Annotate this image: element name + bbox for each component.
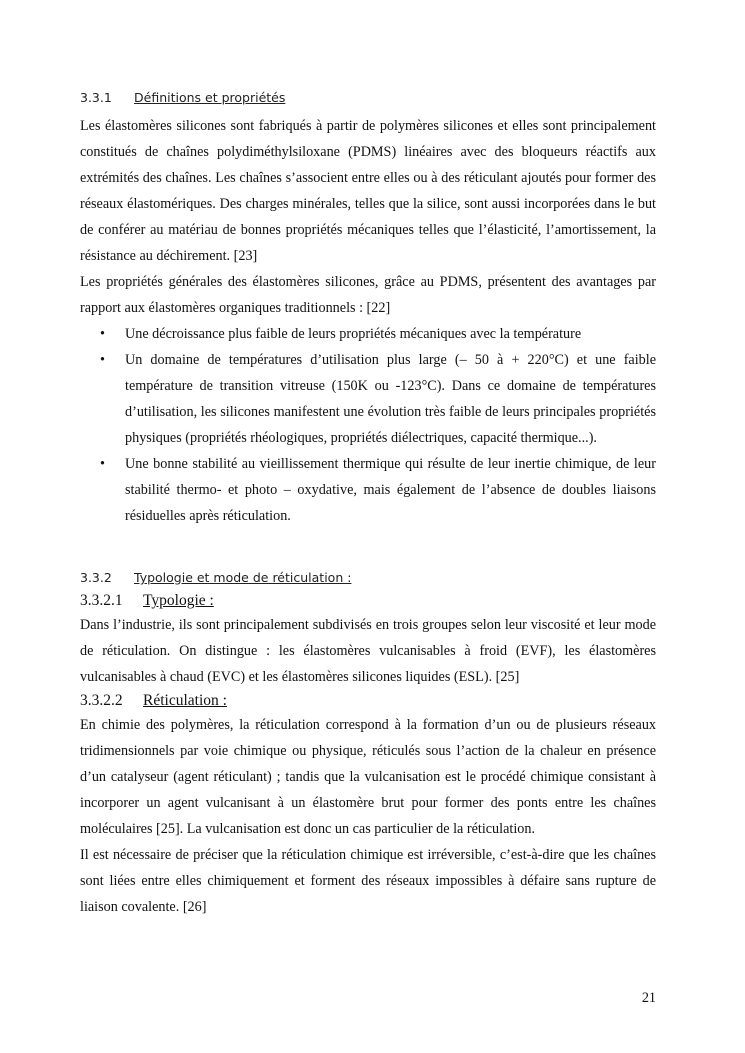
heading-3-3-2-1 xyxy=(80,592,656,610)
list-item-text: Une décroissance plus faible de leurs propriétés mécaniques avec la température xyxy=(125,326,582,342)
bullet-icon: • xyxy=(100,456,105,472)
bullet-icon: • xyxy=(100,326,105,342)
list-item xyxy=(80,451,656,529)
heading-number: 3.3.2.2 xyxy=(80,692,123,709)
heading-title: Typologie et mode de réticulation : xyxy=(134,570,352,585)
heading-title: Réticulation : xyxy=(143,692,227,709)
heading-3-3-2 xyxy=(80,568,656,588)
page-number: 21 xyxy=(641,990,656,1006)
heading-3-3-2-2 xyxy=(80,692,656,710)
heading-title: Définitions et propriétés xyxy=(134,90,286,105)
heading-title: Typologie : xyxy=(143,592,214,609)
bullet-icon: • xyxy=(100,352,105,368)
heading-3-3-1 xyxy=(80,88,656,108)
paragraph-properties-intro: Les propriétés générales des élastomères silicones, grâce au PDMS, présentent des avantages par rapport aux élastomères organiques traditionnels : [22] xyxy=(80,274,656,316)
list-item-text: Un domaine de températures d’utilisation plus large (– 50 à + 220°C) et une faible température de transition vitreuse (150K ou -123°C). Dans ce domaine de températures d’utilisation, les silicones manifestent une évolution très faible de leurs principales propriétés physiques (propriétés rhéologiques, propriétés diélectriques, capacité thermique...). xyxy=(125,352,656,446)
page-content xyxy=(80,88,656,920)
bullet-list xyxy=(80,321,656,529)
paragraph-typologie: Dans l’industrie, ils sont principalement subdivisés en trois groupes selon leur viscosité et leur mode de réticulation. On distingue : les élastomères vulcanisables à froid (EVF), les élastomères vulcanisables à chaud (EVC) et les élastomères silicones liquides (ESL). [25] xyxy=(80,617,656,685)
paragraph-reticulation: En chimie des polymères, la réticulation correspond à la formation d’un ou de plusieurs réseaux tridimensionnels par voie chimique ou physique, réticulés sous l’action de la chaleur en présence d’un catalyseur (agent réticulant) ; tandis que la vulcanisation est le procédé chimique consistant à incorporer un agent vulcanisant à un élastomère brut pour former des ponts entre les chaînes moléculaires [25]. La vulcanisation est donc un cas particulier de la réticulation. xyxy=(80,717,656,837)
paragraph-irreversible: Il est nécessaire de préciser que la réticulation chimique est irréversible, c’est-à-dire que les chaînes sont liées entre elles chimiquement et forment des réseaux impossibles à défaire sans rupture de liaison covalente. [26] xyxy=(80,847,656,915)
heading-number: 3.3.2 xyxy=(80,570,112,585)
list-item xyxy=(80,347,656,451)
list-item xyxy=(80,321,656,347)
heading-number: 3.3.1 xyxy=(80,90,112,105)
paragraph-definition: Les élastomères silicones sont fabriqués à partir de polymères silicones et elles sont principalement constitués de chaînes polydiméthylsiloxane (PDMS) linéaires avec des bloqueurs réactifs aux extrémités des chaînes. Les chaînes s’associent entre elles ou à des réticulant ajoutés pour former des réseaux élastomériques. Des charges minérales, telles que la silice, sont aussi incorporées dans le but de conférer au matériau de bonnes propriétés mécaniques telles que l’élasticité, l’amortissement, la résistance au déchirement. [23] xyxy=(80,118,656,264)
heading-number: 3.3.2.1 xyxy=(80,592,123,609)
list-item-text: Une bonne stabilité au vieillissement thermique qui résulte de leur inertie chimique, de leur stabilité thermo- et photo – oxydative, mais également de l’absence de doubles liaisons résiduelles après réticulation. xyxy=(125,456,656,524)
